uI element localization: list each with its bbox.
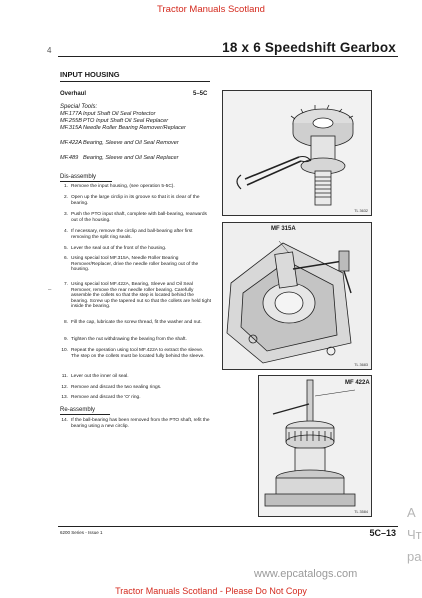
step-text: Open up the large circlip in its groove so that it is clear of the bearing. bbox=[71, 195, 200, 206]
bearing-puller-illustration bbox=[259, 376, 371, 516]
step-text: Remove and discard the 'O' ring. bbox=[71, 395, 141, 400]
top-banner: Tractor Manuals Scotland bbox=[157, 4, 265, 15]
cropped-side-text: А Чт ра bbox=[407, 505, 422, 564]
step-item bbox=[60, 418, 212, 429]
tool-callout: MF 315A bbox=[271, 226, 296, 232]
step-text: Tighten the nut withdrawing the bearing from the shaft. bbox=[71, 337, 187, 342]
step-item bbox=[60, 256, 212, 273]
step-number: 4. bbox=[63, 229, 68, 234]
figure-code: TL 3683 bbox=[354, 363, 368, 367]
step-item bbox=[60, 229, 212, 240]
step-number: 11. bbox=[61, 374, 68, 379]
section-title: INPUT HOUSING bbox=[60, 70, 120, 79]
figure-housing-tool bbox=[222, 222, 372, 370]
step-item bbox=[60, 374, 212, 380]
tool-code: MF.177A bbox=[60, 111, 82, 117]
tool-description: Bearing, Sleeve and Oil Seal Remover bbox=[83, 140, 179, 146]
bottom-banner: Tractor Manuals Scotland - Please Do Not Copy bbox=[115, 586, 307, 596]
tool-description: Input Shaft Oil Seal Protector bbox=[83, 111, 156, 117]
margin-mark: – bbox=[48, 287, 52, 293]
tool-code: MF.489 bbox=[60, 155, 79, 161]
heading-rule bbox=[58, 56, 398, 57]
watermark-text: www.epcatalogs.com bbox=[254, 568, 358, 580]
step-text: Fill the cap, lubricate the screw thread, fit the washer and nut. bbox=[71, 320, 202, 325]
reassembly-title: Re-assembly bbox=[60, 407, 96, 413]
step-item bbox=[60, 195, 212, 206]
disassembly-rule bbox=[60, 181, 112, 182]
figure-input-shaft bbox=[222, 90, 372, 216]
footer-rule bbox=[58, 526, 398, 527]
input-shaft-illustration bbox=[223, 91, 371, 215]
tool-callout: MF 422A bbox=[345, 380, 370, 386]
tool-description: Needle Roller Bearing Remover/Replacer bbox=[83, 125, 186, 131]
operation-number: 5–5C bbox=[193, 91, 208, 97]
step-number: 10. bbox=[61, 348, 68, 353]
step-text: Remove and discard the two sealing rings. bbox=[71, 385, 162, 390]
step-text: If the ball-bearing has been removed from the PTO shaft, refit the bearing using a new circlip. bbox=[71, 418, 210, 429]
step-text: Using special tool MF.315A, Needle Roller Bearing Remover/Replacer, drive the needle roller bearing out of the housing. bbox=[71, 256, 199, 273]
step-item bbox=[60, 337, 212, 343]
section-rule bbox=[60, 81, 210, 82]
step-item bbox=[60, 246, 212, 252]
step-item bbox=[60, 348, 212, 359]
step-number: 6. bbox=[63, 256, 68, 261]
tool-description: Bearing, Sleeve and Oil Seal Replacer bbox=[83, 155, 179, 161]
step-number: 1. bbox=[63, 184, 68, 189]
overhaul-label: Overhaul bbox=[60, 91, 87, 97]
step-item bbox=[60, 212, 212, 223]
step-number: 7. bbox=[63, 282, 68, 287]
tool-description: PTO Input Shaft Oil Seal Replacer bbox=[83, 118, 169, 124]
step-item bbox=[60, 395, 212, 401]
tool-item bbox=[60, 140, 210, 147]
tool-item bbox=[60, 118, 210, 125]
reassembly-rule bbox=[60, 414, 110, 415]
figure-bearing-puller bbox=[258, 375, 372, 517]
page-number: 5C–13 bbox=[369, 528, 396, 538]
tool-item bbox=[60, 125, 210, 132]
step-text: Repeat the operation using tool MF.422A to extract the sleeve. The step on the collets must be located fully behind the sleeve. bbox=[71, 348, 205, 359]
tool-item bbox=[60, 111, 210, 118]
tool-code: MF.422A bbox=[60, 140, 82, 146]
step-text: Using special tool MF.422A, Bearing, Sleeve and Oil Seal Remover, remove the rear needle roller bearing. Carefully assemble the collets so that the step is located behind the bearing. Screw up the tapered nut so that the collets are held tight inside the bearing. bbox=[71, 282, 211, 310]
step-item bbox=[60, 184, 212, 190]
special-tools-title: Special Tools: bbox=[60, 104, 98, 110]
step-number: 13. bbox=[61, 395, 68, 400]
housing-tool-illustration bbox=[223, 223, 371, 369]
figure-code: TL 3584 bbox=[354, 510, 368, 514]
page-title: 18 x 6 Speedshift Gearbox bbox=[222, 40, 396, 55]
step-text: If necessary, remove the circlip and ball-bearing after first removing the split ring seals. bbox=[71, 229, 193, 240]
step-number: 3. bbox=[63, 212, 68, 217]
tool-item bbox=[60, 155, 210, 162]
figure-code: TL 3632 bbox=[354, 209, 368, 213]
tool-code: MF.315A bbox=[60, 125, 82, 131]
disassembly-title: Dis-assembly bbox=[60, 174, 97, 180]
step-item bbox=[60, 282, 212, 310]
step-number: 8. bbox=[63, 320, 68, 325]
step-number: 2. bbox=[63, 195, 68, 200]
step-text: Remove the input housing, (see operation 5-5C). bbox=[71, 184, 175, 189]
tool-code: MF.255B bbox=[60, 118, 82, 124]
step-number: 9. bbox=[63, 337, 68, 342]
step-text: Lever out the inner oil seal. bbox=[71, 374, 129, 379]
step-number: 5. bbox=[63, 246, 68, 251]
step-text: Push the PTO input shaft, complete with ball-bearing, rearwards out of the housing. bbox=[71, 212, 207, 223]
step-number: 12. bbox=[61, 385, 68, 390]
step-item bbox=[60, 320, 212, 326]
margin-tick: 4 bbox=[47, 46, 52, 55]
step-text: Lever the seal out of the front of the housing. bbox=[71, 246, 167, 251]
step-item bbox=[60, 385, 212, 391]
footer-issue: 6200 Series - Issue 1 bbox=[60, 530, 103, 535]
step-number: 14. bbox=[61, 418, 68, 423]
